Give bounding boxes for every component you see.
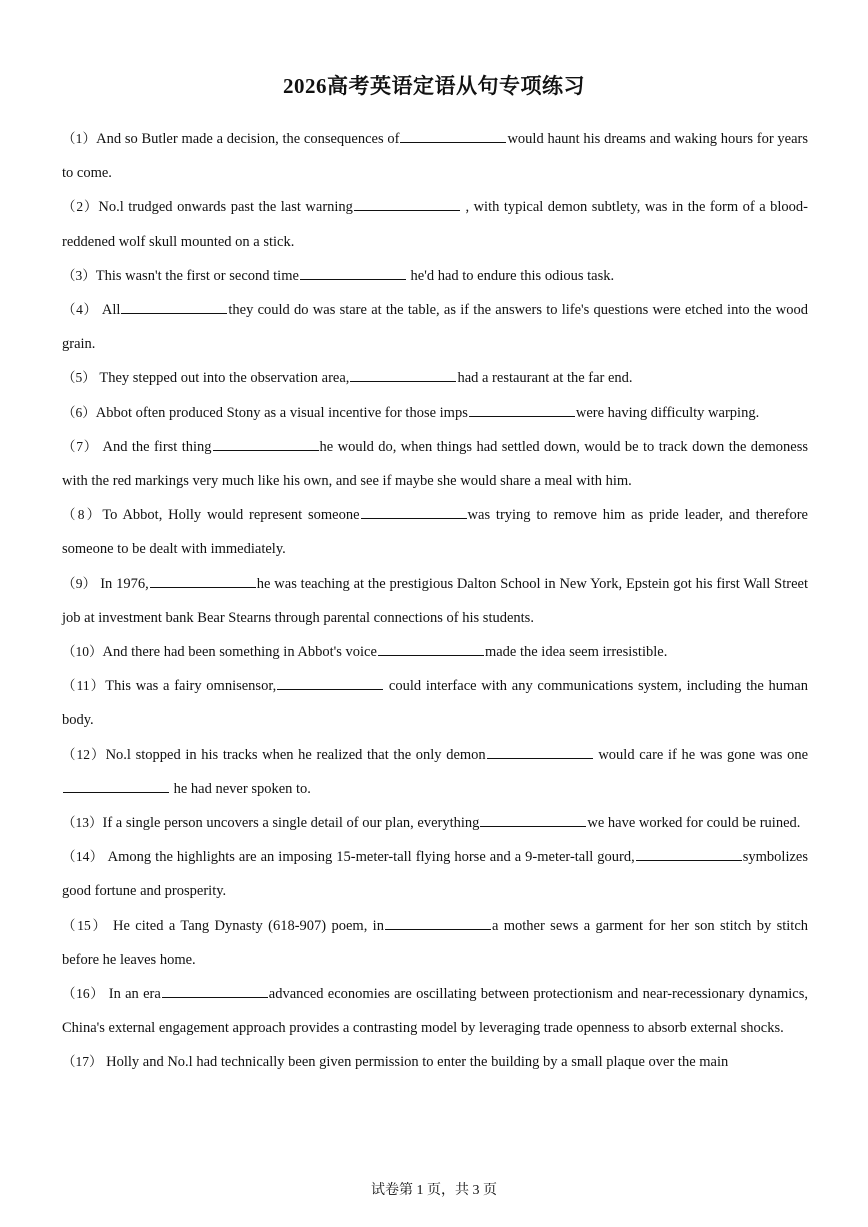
answer-blank	[354, 196, 460, 211]
question-15	[62, 909, 808, 977]
question-number: （1）	[62, 131, 97, 146]
answer-blank	[63, 778, 169, 793]
question-text-after: he had never spoken to.	[170, 780, 311, 797]
page-footer: 试卷第 1 页，共 3 页	[371, 1183, 497, 1198]
question-text-after: symbolizes good fortune and prosperity.	[62, 849, 809, 900]
question-number: （15）	[62, 917, 108, 933]
question-11	[62, 669, 808, 737]
question-3	[62, 259, 808, 293]
answer-blank	[300, 265, 406, 280]
question-text-before: Abbot often produced Stony as a visual incentive for those imps	[95, 404, 468, 421]
question-text-before: This wasn't the first or second time	[95, 267, 299, 284]
answer-blank	[121, 299, 227, 314]
question-text-after: would haunt his dreams and waking hours for years to come.	[62, 131, 808, 182]
answer-blank	[636, 846, 742, 861]
answer-blank	[480, 812, 586, 827]
question-number: （16）	[62, 986, 105, 1002]
question-4	[62, 293, 808, 361]
question-12	[62, 738, 808, 806]
question-number: （2）	[62, 199, 99, 215]
question-number: （6）	[62, 404, 96, 420]
question-text-after: they could do was stare at the table, as if the answers to life's questions were etched into the wood grain.	[62, 302, 809, 353]
question-text-before: This was a fairy omnisensor,	[105, 678, 277, 695]
question-2	[62, 190, 808, 258]
answer-blank	[350, 367, 456, 382]
question-text-before: All	[97, 302, 121, 319]
question-text-before: No.l stopped in his tracks when he realized that the only demon	[105, 746, 486, 763]
question-8	[62, 498, 808, 566]
answer-blank	[361, 504, 467, 519]
answer-blank	[469, 402, 575, 417]
question-text-before: Among the highlights are an imposing 15-meter-tall flying horse and a 9-meter-tall gourd,	[103, 849, 635, 866]
question-number: （11）	[62, 678, 106, 694]
question-text-before: In 1976,	[96, 575, 149, 592]
question-number: （3）	[62, 267, 96, 283]
question-text-after: he would do, when things had settled down, would be to track down the demoness with the red markings very much like his own, and see if maybe she would share a meal with him.	[62, 438, 808, 490]
question-number: （4）	[62, 302, 98, 318]
question-list	[62, 122, 808, 1080]
answer-blank	[385, 915, 491, 930]
question-number: （13）	[62, 815, 103, 831]
question-text-after: made the idea seem irresistible.	[484, 644, 668, 661]
question-text-before: And the first thing	[98, 438, 212, 455]
question-5	[62, 361, 808, 395]
question-text-middle: would care if he was gone was one	[593, 746, 808, 763]
question-text-before: No.l trudged onwards past the last warning	[98, 199, 353, 216]
answer-blank	[213, 436, 319, 451]
answer-blank	[487, 744, 593, 759]
question-text-before: If a single person uncovers a single detail of our plan, everything	[102, 815, 480, 832]
question-text-before: He cited a Tang Dynasty (618-907) poem, in	[107, 917, 384, 934]
question-number: （17）	[62, 1054, 103, 1070]
answer-blank	[162, 983, 268, 998]
question-text-after: , with typical demon subtlety, was in the form of a blood-reddened wolf skull mounted on a stick.	[62, 199, 808, 250]
question-text-after: were having difficulty warping.	[575, 404, 760, 421]
question-number: （12）	[62, 746, 106, 762]
question-text-before: In an era	[104, 986, 161, 1003]
question-text-before: And so Butler made a decision, the consequences of	[96, 131, 400, 147]
question-number: （10）	[62, 644, 103, 660]
question-number: （5）	[62, 370, 96, 386]
question-6	[62, 396, 808, 430]
question-text-after: a mother sews a garment for her son stitch by stitch before he leaves home.	[62, 917, 809, 968]
question-text-after: he was teaching at the prestigious Dalton School in New York, Epstein got his first Wall Street job at investment bank Bear Stearns through parental connections of his students.	[62, 575, 808, 626]
question-13	[62, 806, 808, 840]
question-10	[62, 635, 808, 669]
question-text-after: we have worked for could be ruined.	[587, 815, 801, 832]
question-text-after: had a restaurant at the far end.	[457, 370, 633, 387]
question-text-before: They stepped out into the observation area,	[95, 370, 350, 387]
question-number: （9）	[62, 575, 97, 591]
question-9	[62, 567, 808, 635]
question-text-after: was trying to remove him as pride leader, and therefore someone to be dealt with immediately.	[62, 507, 808, 558]
question-16	[62, 977, 808, 1045]
page-title: 2026高考英语定语从句专项练习	[283, 74, 585, 98]
question-text-before: To Abbot, Holly would represent someone	[102, 507, 360, 524]
question-text-after: he'd had to endure this odious task.	[406, 267, 615, 284]
question-text-after: could interface with any communications system, including the human body.	[62, 678, 808, 729]
question-number: （7）	[62, 438, 99, 454]
question-1	[62, 122, 808, 190]
answer-blank	[378, 641, 484, 656]
question-number: （14）	[62, 849, 104, 865]
question-text-before: Holly and No.l had technically been given permission to enter the building by a small plaque over the main	[102, 1054, 729, 1071]
question-17	[62, 1045, 808, 1079]
answer-blank	[400, 128, 506, 143]
question-7	[62, 430, 808, 498]
question-number: （8）	[62, 507, 103, 523]
answer-blank	[150, 573, 256, 588]
question-14	[62, 840, 808, 908]
question-text-after: advanced economies are oscillating between protectionism and near-recessionary dynamics, China's external engagement approach provides a contrasting model by leveraging trade openness to absorb external shocks.	[62, 986, 808, 1037]
question-text-before: And there had been something in Abbot's voice	[102, 644, 377, 661]
answer-blank	[277, 675, 383, 690]
